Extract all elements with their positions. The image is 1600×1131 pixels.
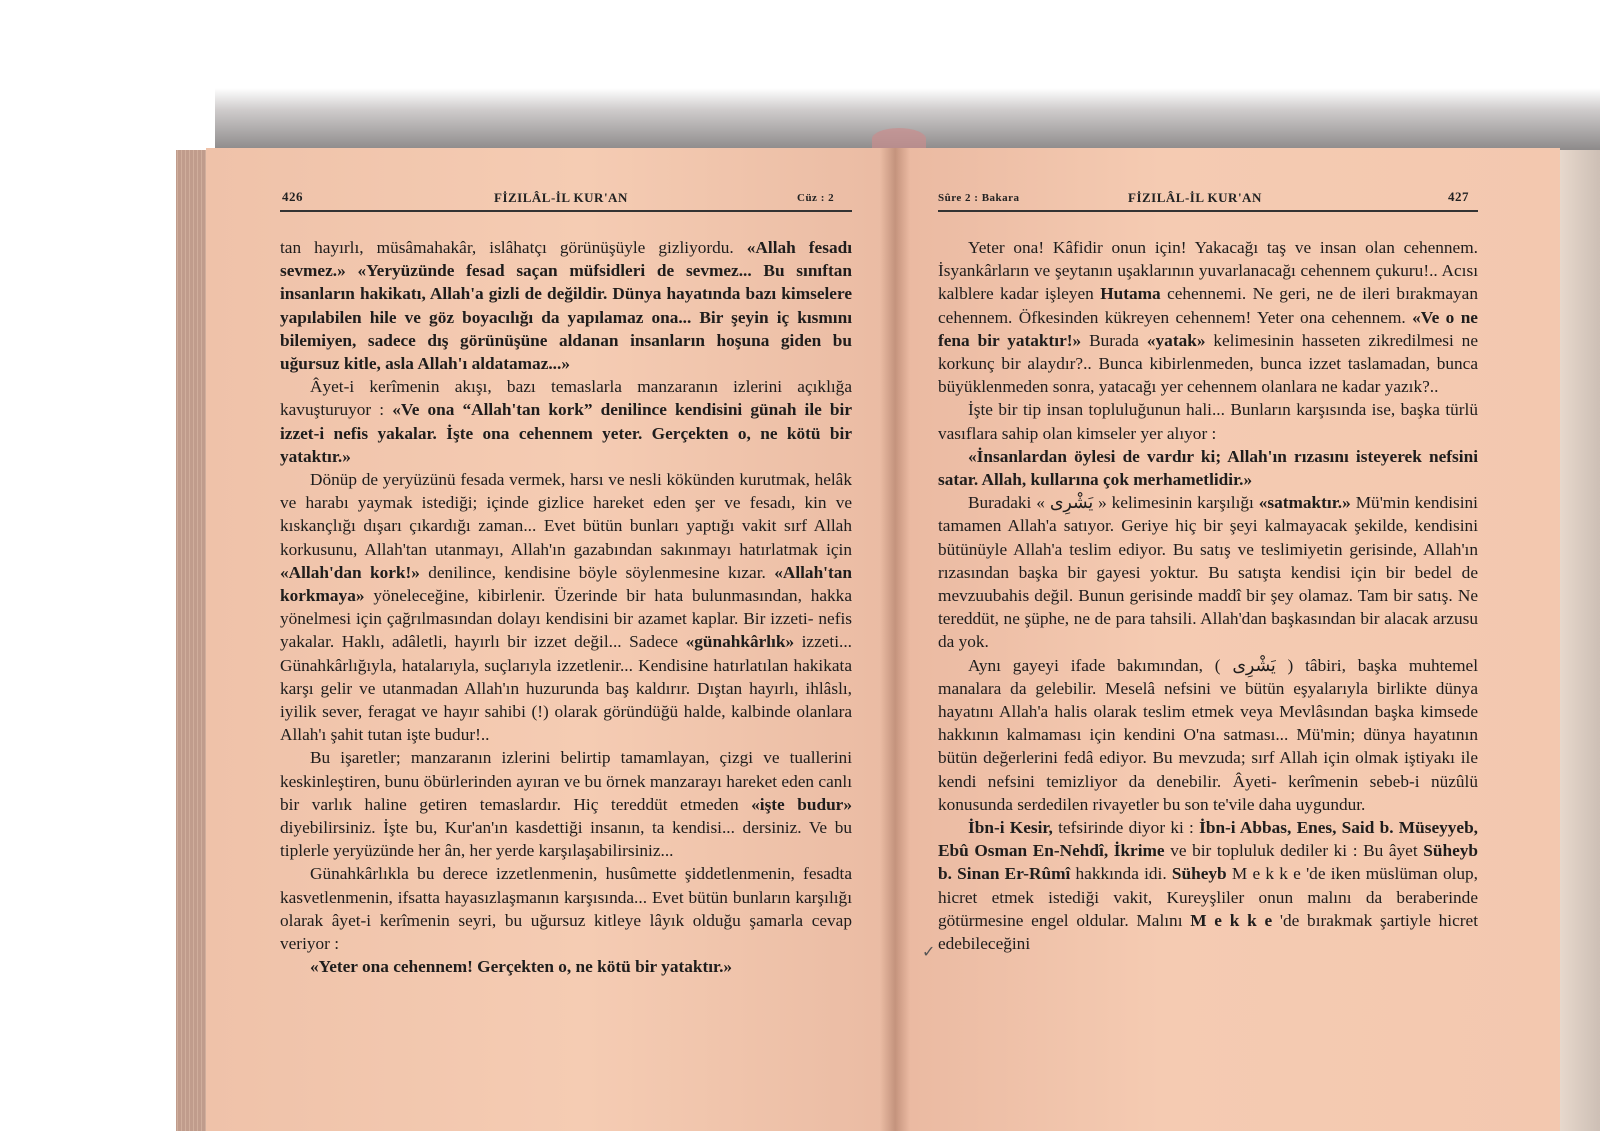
text-run: tefsirinde diyor ki : (1052, 818, 1200, 838)
text-run: Buradaki « يَشْرِى » kelimesinin karşılığı (968, 493, 1259, 513)
paragraph (938, 398, 1478, 444)
bold-text-run: «Ve o ne fena bir yataktır!» (938, 307, 1478, 350)
left-body-text (280, 236, 852, 979)
text-run: Dönüp de yeryüzünü fesada vermek, harsı ve nesli kökünden kurutmak, helâk ve harabı yaymak istediği; içinde gizlice hareket eden şer ve fesadı, kin ve kıskançlığı dışarı çıkardığı zaman... Evet bütün bunları yaptığı vakit sırf Allah korkusunu, Allah'tan utanmayı, Allah'ın gazabından sakınmayı hatırlatmak için (280, 470, 852, 559)
scan-shadow-right (1560, 150, 1600, 1131)
bold-text-run: «Allah fesadı sevmez.» «Yeryüzünde fesad saçan müfsidleri de sevmez... Bu sınıftan insanların hakikatı, Allah'a gizli de değildir. Dünya hayatında bazı kimselere yapılabilen hile ve göz boyacılığı da yapılamaz ona... Bir şeyin iç kısmını bilemiyen, sadece dış görünüşüne aldanan insanların hoşuna giden bu uğursuz kitle, asla Allah'ı aldatamaz...» (280, 238, 853, 374)
text-run: cehennemi. Ne geri, ne de ileri bırakmayan cehennem. Öfkesinden kükreyen cehennem! Yeter ona cehennem. (938, 284, 1478, 327)
right-body-text (938, 236, 1478, 955)
text-run: kelimesinin hasseten zikredilmesi ne korkunç bir alaydır?.. Bunca kibirlenmeden, bunca izzet taslamadan, bunca büyüklenmeden sonra, yatacağı yer cehennem olanlara ne kadar yazık?.. (938, 330, 1478, 397)
bold-text-run: Hutama (1100, 284, 1161, 304)
text-run: diyebilirsiniz. İşte bu, Kur'an'ın kasdettiği insanın, ta kendisi... dersiniz. Ve bu tiplerle yeryüzünde her ân, her yerde karşılaşabilirsiniz... (280, 818, 852, 861)
bold-text-run: «günahkârlık» (685, 632, 795, 652)
bold-text-run: İbn-i Kesir, (968, 818, 1053, 838)
left-header-rule (280, 210, 852, 212)
bold-text-run: Süheyb b. Sinan Er-Rûmî (938, 841, 1478, 884)
right-section-label: Sûre 2 : Bakara (938, 192, 1020, 204)
bold-text-run: «satmaktır.» (1258, 493, 1351, 513)
text-run: yöneleceğine, kibirlenir. Üzerinde bir hata bulunmasından, hakka yönelmesi için çağrılmasından dolayı kendisini bir azamet kaplar. Bir izzeti- nefis yakalar. Haklı, adâletli, hayırlı bir izzet değil... Sadece (280, 586, 852, 652)
text-run: ve bir topluluk dediler ki : Bu âyet (1164, 841, 1424, 861)
right-running-title: FİZILÂL-İL KUR'AN (1128, 190, 1262, 205)
left-section-label: Cüz : 2 (797, 192, 835, 204)
text-run: Bu işaretler; manzaranın izlerini belirtip tamamlayan, çizgi ve tuallerini keskinleştiren, bunu öbürlerinden ayıran ve bu örnek manzarayı hareket eden canlı bir varlık haline getiren temaslardır. Hiç tereddüt etmeden (280, 748, 852, 814)
right-header-rule (938, 210, 1478, 212)
left-running-title: FİZILÂL-İL KUR'AN (494, 190, 628, 205)
text-run: denilince, kendisine böyle söylenmesine kızar. (419, 562, 775, 582)
bold-text-run: M e k k e (1190, 910, 1273, 930)
text-run: Aynı gayeyi ifade bakımından, ( يَشْرِى ) tâbiri, başka muhtemel manalara da gelebilir. Meselâ nefsini ve bütün eşyalarıyla birlikte dünya hayatını Allah'a halis olarak teslim etmek veya Mevlâsından başka kimsede hakkının kalmaması için kendini O'na satması... Mü'min; dünya hayatının bütün değerlerini fedâ ediyor. Bu mevzuda; sırf Allah için olmak iştiyakı ile kendi nefsini temizliyor da denebilir. Âyeti- kerîmenin sebeb-i nüzûlü konusunda serdedilen rivayetler bu son te'vile daha uygundur. (938, 655, 1479, 814)
page-edges-left (176, 150, 208, 1131)
paragraph (280, 468, 852, 746)
text-run: Yeter ona! Kâfidir onun için! Yakacağı taş ve insan olan cehennem. İsyankârların ve şeytanın uşaklarının yuvarlanacağı cehennem çukuru!.. Acısı kalblere kadar işleyen (938, 238, 1478, 304)
bold-text-run: «işte budur» (751, 794, 852, 814)
paragraph (280, 375, 852, 468)
bold-text-run: İbn-i Abbas, Enes, Said b. Müseyyeb, Ebû Osman En-Nehdî, İkrime (938, 818, 1478, 861)
text-run: M e k k e 'de iken müslüman olup, hicret etmek istediği vakit, Kureyşliler onun malını da beraberinde götürmesine engel oldular. Malını (938, 864, 1479, 930)
text-run: Burada (1081, 330, 1147, 350)
paragraph (280, 236, 852, 375)
text-run: hakkında idi. (1070, 864, 1172, 884)
text-run: izzeti... Günahkârlığıyla, hatalarıyla, suçlarıyla izzetlenir... Kendisine hatırlatılan hakikata karşı gelir ve utanmadan Allah'ın huzurunda baş kaldırır. Dıştan hayırlı, ihlâslı, iyilik sever, feragat ve hayır sahibi (!) olarak göründüğü halde, kalbinde olanlara Allah'ı şahit tutan işte budur!.. (280, 632, 852, 745)
text-run: Günahkârlıkla bu derece izzetlenmenin, husûmette şiddetlenmenin, fesadta kasvetlenmenin, ifsatta hayasızlaşmanın karşısında... Evet bütün bunların karşılığı olarak âyet-i kerîmenin seyri, bu uğursuz kitleye lâyık olduğu şamarla cevap veriyor : (280, 864, 852, 954)
handwritten-margin-mark: ✓ (922, 944, 936, 961)
text-run: tan hayırlı, müsâmahakâr, islâhatçı görünüşüyle gizliyordu. (280, 238, 747, 257)
bold-text-run: «Allah'tan korkmaya» (280, 562, 852, 606)
text-run: Âyet-i kerîmenin akışı, bazı temaslarla manzaranın izlerini açıklığa kavuşturuyor : (280, 377, 852, 420)
bold-text-run: Süheyb (1171, 864, 1227, 884)
text-run: 'de bırakmak şartiyle hicret edebileceğini (938, 910, 1479, 954)
text-run: İşte bir tip insan topluluğunun hali... Bunların karşısında ise, başka türlü vasıflara sahip olan kimseler yer alıyor : (938, 400, 1478, 443)
paragraph (938, 654, 1478, 816)
right-page-number: 427 (1448, 189, 1469, 204)
left-page-number: 426 (282, 189, 303, 204)
bookmark-ribbon (872, 128, 926, 150)
paragraph (938, 445, 1478, 491)
bold-text-run: «Allah'dan kork!» (280, 562, 420, 582)
bold-text-run: «Yeter ona cehennem! Gerçekten o, ne kötü bir yataktır.» (310, 957, 733, 977)
text-run: Mü'min kendisini tamamen Allah'a satıyor. Geriye hiç bir şeyi kalmayacak şekilde, kendisini bütünüyle Allah'a teslim ediyor. Bu satış ve teslimiyetin gerisinde, Allah'ın rızasından başka bir gayesi yoktur. Bu satışta kendisi için bir bedel de mevzuubahis değil. Bunun gerisinde maddî bir şey olamaz. Tam bir satış. Ne tereddüt, ne şüphe, ne de para tahsili. Allah'dan başkasından bir alacak arzusu da yok. (938, 493, 1478, 652)
paragraph (280, 862, 852, 955)
paragraph (938, 491, 1478, 653)
bold-text-run: «İnsanlardan öylesi de vardır ki; Allah'ın rızasını isteyerek nefsini satar. Allah, kullarına çok merhametlidir.» (938, 446, 1478, 490)
paragraph (938, 816, 1478, 955)
book-gutter (880, 148, 910, 1131)
paragraph (938, 236, 1478, 398)
bold-text-run: «Ve ona “Allah'tan kork” denilince kendisini günah ile bir izzet-i nefis yakalar. İşte ona cehennem yeter. Gerçekten o, ne kötü bir yataktır.» (280, 400, 853, 466)
paragraph (280, 746, 852, 862)
paragraph (280, 955, 852, 978)
bold-text-run: «yatak» (1146, 330, 1206, 350)
